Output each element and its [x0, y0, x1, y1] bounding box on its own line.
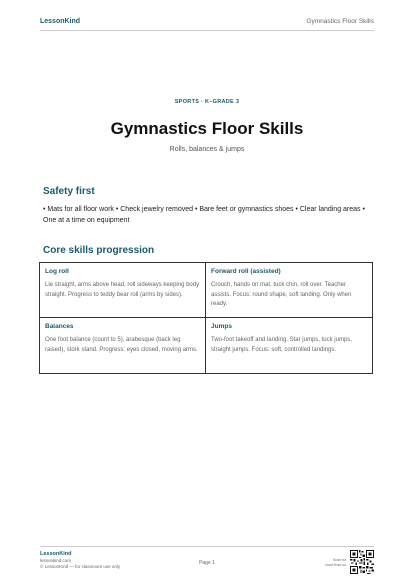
- safety-heading: Safety first: [43, 186, 95, 197]
- footer-brand: LessonKind: [40, 551, 72, 557]
- category-label: SPORTS · K–GRADE 3: [174, 99, 240, 105]
- skill-description: Lie straight, arms above head, roll sideways keeping body straight. Progress to teddy bear roll (arms by sides).: [45, 282, 200, 298]
- footer-divider: [40, 546, 374, 547]
- skill-cell-jumps: [206, 318, 372, 374]
- core-skills-heading: Core skills progression: [43, 245, 155, 256]
- skill-description: One foot balance (count to 5), arabesque (back leg raised), stork stand. Progress: eyes closed, moving arms.: [45, 337, 198, 353]
- brand-logo-text[interactable]: LessonKind: [40, 17, 81, 25]
- skill-title: Log roll: [45, 268, 69, 275]
- skill-title: Balances: [45, 323, 74, 330]
- footer-site-link[interactable]: lessonkind.com: [40, 558, 72, 563]
- skill-title: Forward roll (assisted): [211, 268, 281, 275]
- scan-caption-line: Scan for: [332, 558, 346, 562]
- scan-caption-line: more from us: [325, 562, 346, 567]
- skill-cell-forward-roll: [206, 263, 372, 318]
- header-doc-title: Gymnastics Floor Skills: [306, 17, 374, 25]
- page-subtitle: Rolls, balances & jumps: [169, 146, 245, 153]
- skill-cell-log-roll: [40, 263, 206, 318]
- header-divider: [40, 30, 374, 31]
- scan-caption: [325, 558, 346, 567]
- skill-cell-balances: [40, 318, 206, 374]
- footer-copyright: © LessonKind — for classroom use only: [40, 564, 121, 569]
- safety-text: • Mats for all floor work • Check jewelry removed • Bare feet or gymnastics shoes • Clear landing areas • One at a time on equipment: [43, 206, 365, 224]
- skill-description: Two-foot takeoff and landing. Star jumps, tuck jumps, straight jumps. Focus: soft, controlled landings.: [211, 337, 352, 353]
- skill-title: Jumps: [211, 323, 232, 330]
- page-header: [40, 14, 374, 28]
- qr-code-icon[interactable]: [350, 550, 374, 574]
- skills-grid: [39, 262, 373, 374]
- skill-description: Crouch, hands on mat, tuck chin, roll over. Teacher assists. Focus: round shape, soft landing. Only when ready.: [211, 282, 352, 307]
- page-number: Page 1: [199, 560, 215, 566]
- page-title: Gymnastics Floor Skills: [110, 119, 304, 138]
